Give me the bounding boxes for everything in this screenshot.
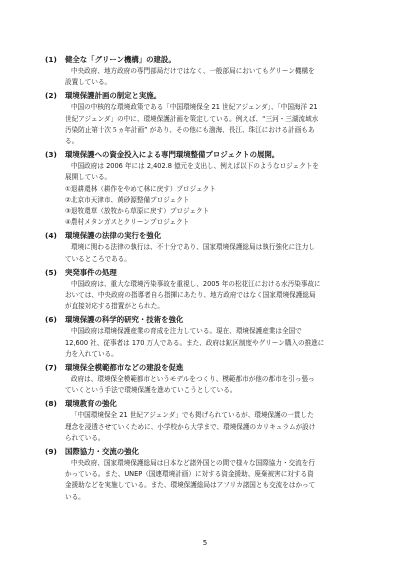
paragraph-line: ていくという手法で環境保護を進めていこうとしている。 — [65, 386, 237, 395]
section-heading — [45, 314, 371, 326]
section-title: 環境保護計画の制定と実施。 — [65, 91, 162, 101]
paragraph-line: 展開している。 — [65, 173, 112, 182]
section-2 — [45, 90, 371, 147]
section-heading — [45, 446, 371, 458]
paragraph-line: 汚染防止第十次５ヵ年計画” があり、その他にも渤海、長江、珠江における計画もあ — [65, 125, 315, 134]
paragraph-line: られている。 — [65, 433, 105, 442]
section-number: (4) — [45, 231, 57, 241]
section-heading — [45, 398, 371, 410]
paragraph-line: 政府は、環境保全模範都市というモデルをつくり、模範都市が他の都市を引っ張っ — [71, 375, 315, 384]
section-number: (2) — [45, 91, 57, 101]
section-title: 健全な「グリーン機構」の建設。 — [65, 55, 176, 64]
section-number: (3) — [45, 150, 57, 160]
section-title: 環境教育の強化 — [65, 399, 117, 409]
paragraph-line: 中国政府は環境保護産業の育成を注力している。現在、環境保護産業は全国で — [71, 327, 302, 336]
paragraph-line: 設置している。 — [65, 78, 112, 87]
list-item: ②北京市天津市、黄砂源整備プロジェクト — [65, 195, 190, 204]
paragraph-line: 中央政府、国家環境保護総局は日本など諸外国との間で様々な国際協力・交流を行 — [71, 459, 315, 468]
section-number: (6) — [45, 315, 57, 325]
section-heading — [45, 149, 371, 161]
section-7 — [45, 362, 371, 396]
paragraph-line: 中国政府は、重大な環境汚染事故を重視し、2005 年の松花江における水汚染事故に — [71, 279, 321, 288]
section-number: (7) — [45, 363, 57, 373]
paragraph-line: 力を入れている。 — [65, 349, 118, 358]
page-number: 5 — [202, 539, 208, 547]
section-title: 環境保護の科学的研究・技術を強化 — [65, 315, 184, 325]
section-5 — [45, 267, 371, 313]
paragraph-line: 中国政府は 2006 年には 2,402.8 億元を支出し、例えば以下のようなロジェクトを — [71, 162, 320, 171]
section-4 — [45, 230, 371, 264]
section-number: (9) — [45, 447, 57, 457]
paragraph-line: かっている。また、UNEP（国連環境計画）に対する資金援助、廃棄被害に対する資 — [65, 470, 314, 479]
section-8 — [45, 398, 371, 444]
section-number: (8) — [45, 399, 57, 409]
section-title: 環境保護への資金投入による専門環境整備プロジェクトの展開。 — [65, 150, 280, 160]
paragraph-line: 世紀アジェンダ」の中に、環境保護計画を策定している。例えば、“三河・三湖流域水 — [65, 114, 319, 123]
section-title: 環境保全模範都市などの建設を促進 — [65, 363, 184, 373]
section-9 — [45, 446, 371, 503]
paragraph-line: 「中国環境保全 21 世紀アジェンダ」でも掲げられているが、環境保護の一貫した — [71, 411, 314, 420]
section-title: 環境保護の法律の実行を強化 — [65, 231, 162, 241]
paragraph-line: いる。 — [65, 492, 85, 501]
section-heading — [45, 90, 371, 102]
list-item: ④農村メタンガスとクリーンプロジェクト — [65, 218, 190, 227]
section-heading — [45, 362, 371, 374]
section-title: 突発事件の処理 — [65, 267, 117, 277]
paragraph-line: 金援助などを実施している。また、環境保護総局はアフリカ諸国とも交流をはかって — [65, 481, 316, 490]
paragraph-line: 中国の中核的な環境政策である「中国環境保全 21 世紀アジェンダ」、「中国海洋 21 — [71, 103, 318, 112]
paragraph-line: が直接対応する措置がとられた。 — [65, 302, 164, 311]
paragraph-line: る。 — [65, 137, 79, 146]
section-heading — [45, 267, 371, 279]
section-heading — [45, 230, 371, 242]
section-heading — [45, 54, 371, 66]
paragraph-line: 理念を浸透させていくために、小学校から大学まで、環境保護のカリキュラムが設け — [65, 422, 316, 431]
section-title: 国際協力・交流の強化 — [65, 447, 139, 457]
list-item: ①退耕還林（耕作をやめて林に戻す）プロジェクト — [65, 184, 216, 193]
document-page — [45, 54, 371, 503]
paragraph-line: 環境に関わる法律の執行は、不十分であり、国家環境保護総局は執行強化に注力し — [71, 243, 315, 252]
paragraph-line: 12,600 社、従事者は 170 万人である。また、政府は鉱区制度やグリーン購入の推進に — [65, 338, 325, 347]
paragraph-line: 中央政府、地方政府の専門部局だけではなく、一般部局においてもグリーン機構を — [71, 67, 315, 75]
section-6 — [45, 314, 371, 360]
list-item: ③退牧還草（放牧から草原に戻す）プロジェクト — [65, 207, 210, 216]
section-1 — [45, 54, 371, 88]
section-number: (5) — [45, 267, 57, 277]
paragraph-line: おいては、中央政府の指導者自ら指揮にあたり、地方政府ではなく国家環境保護総局 — [65, 291, 316, 300]
section-number: (1) — [45, 55, 57, 64]
paragraph-line: ているところである。 — [65, 254, 131, 263]
section-3 — [45, 149, 371, 228]
